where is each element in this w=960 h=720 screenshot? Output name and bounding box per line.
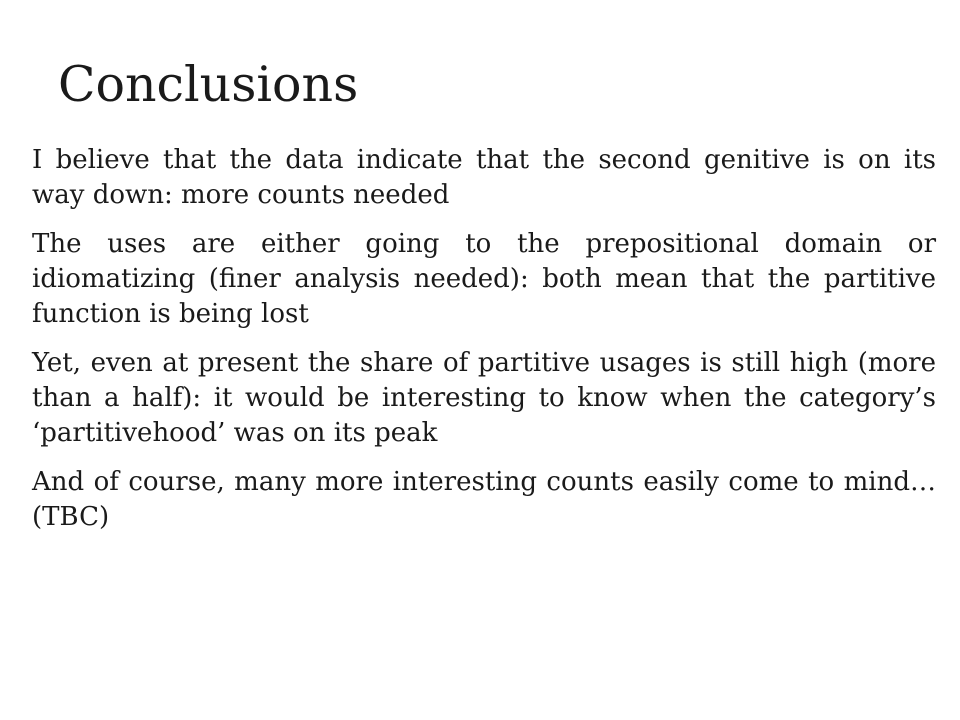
paragraph-3: Yet, even at present the share of partitive usages is still high (more than a half): it would be interesting to know when the category’s ‘partitivehood’ was on its peak (32, 348, 936, 448)
slide-title: Conclusions (58, 56, 359, 113)
slide-body (32, 143, 936, 549)
paragraph-1: I believe that the data indicate that the second genitive is on its way down: more counts needed (32, 145, 936, 210)
paragraph-2: The uses are either going to the prepositional domain or idiomatizing (finer analysis needed): both mean that the partitive function is being lost (32, 229, 936, 329)
paragraph-4: And of course, many more interesting counts easily come to mind… (TBC) (32, 467, 936, 532)
